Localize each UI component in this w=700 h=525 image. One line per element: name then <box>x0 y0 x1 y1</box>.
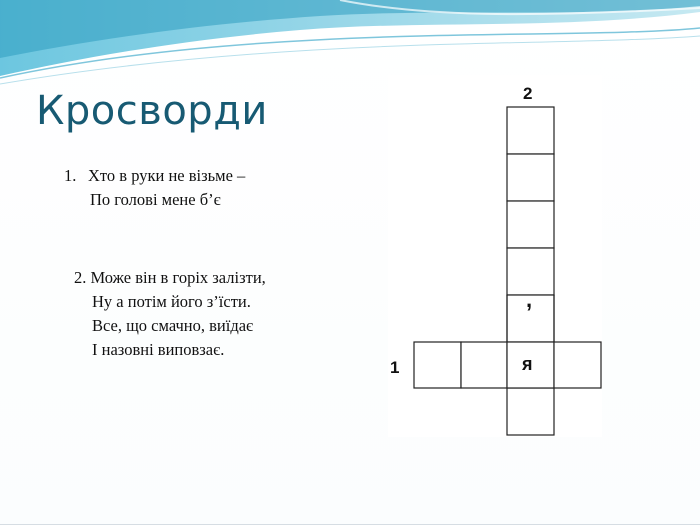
given-letter: я <box>522 354 533 374</box>
riddle-2 <box>74 266 266 362</box>
clue-number-down: 2 <box>523 84 533 103</box>
cell-down-1[interactable] <box>507 107 554 154</box>
cell-across-4[interactable] <box>554 342 601 388</box>
riddle-1 <box>64 164 245 212</box>
riddle-2-line-3: Все, що смачно, виїдає <box>92 316 254 335</box>
riddle-1-line-1: 1. Хто в руки не візьме – <box>64 164 245 188</box>
cell-down-3[interactable] <box>507 201 554 248</box>
apostrophe-mark: , <box>526 287 533 312</box>
riddle-1-number: 1. <box>64 166 77 185</box>
riddle-1-line-2: По голові мене б’є <box>90 190 221 209</box>
riddle-2-line-1: 2. Може він в горіх залізти, <box>74 268 266 287</box>
cell-across-2[interactable] <box>461 342 507 388</box>
cell-down-2[interactable] <box>507 154 554 201</box>
cell-down-7[interactable] <box>507 388 554 435</box>
riddle-2-line-2: Ну а потім його з’їсти. <box>92 292 251 311</box>
cell-across-1[interactable] <box>414 342 461 388</box>
crossword-grid <box>388 75 602 437</box>
crossword-panel <box>388 75 602 437</box>
riddle-2-number: 2. <box>74 268 87 287</box>
riddle-2-line-4: І назовні виповзає. <box>92 340 225 359</box>
page-title: Кросворди <box>36 88 268 134</box>
clue-number-across: 1 <box>390 358 400 377</box>
